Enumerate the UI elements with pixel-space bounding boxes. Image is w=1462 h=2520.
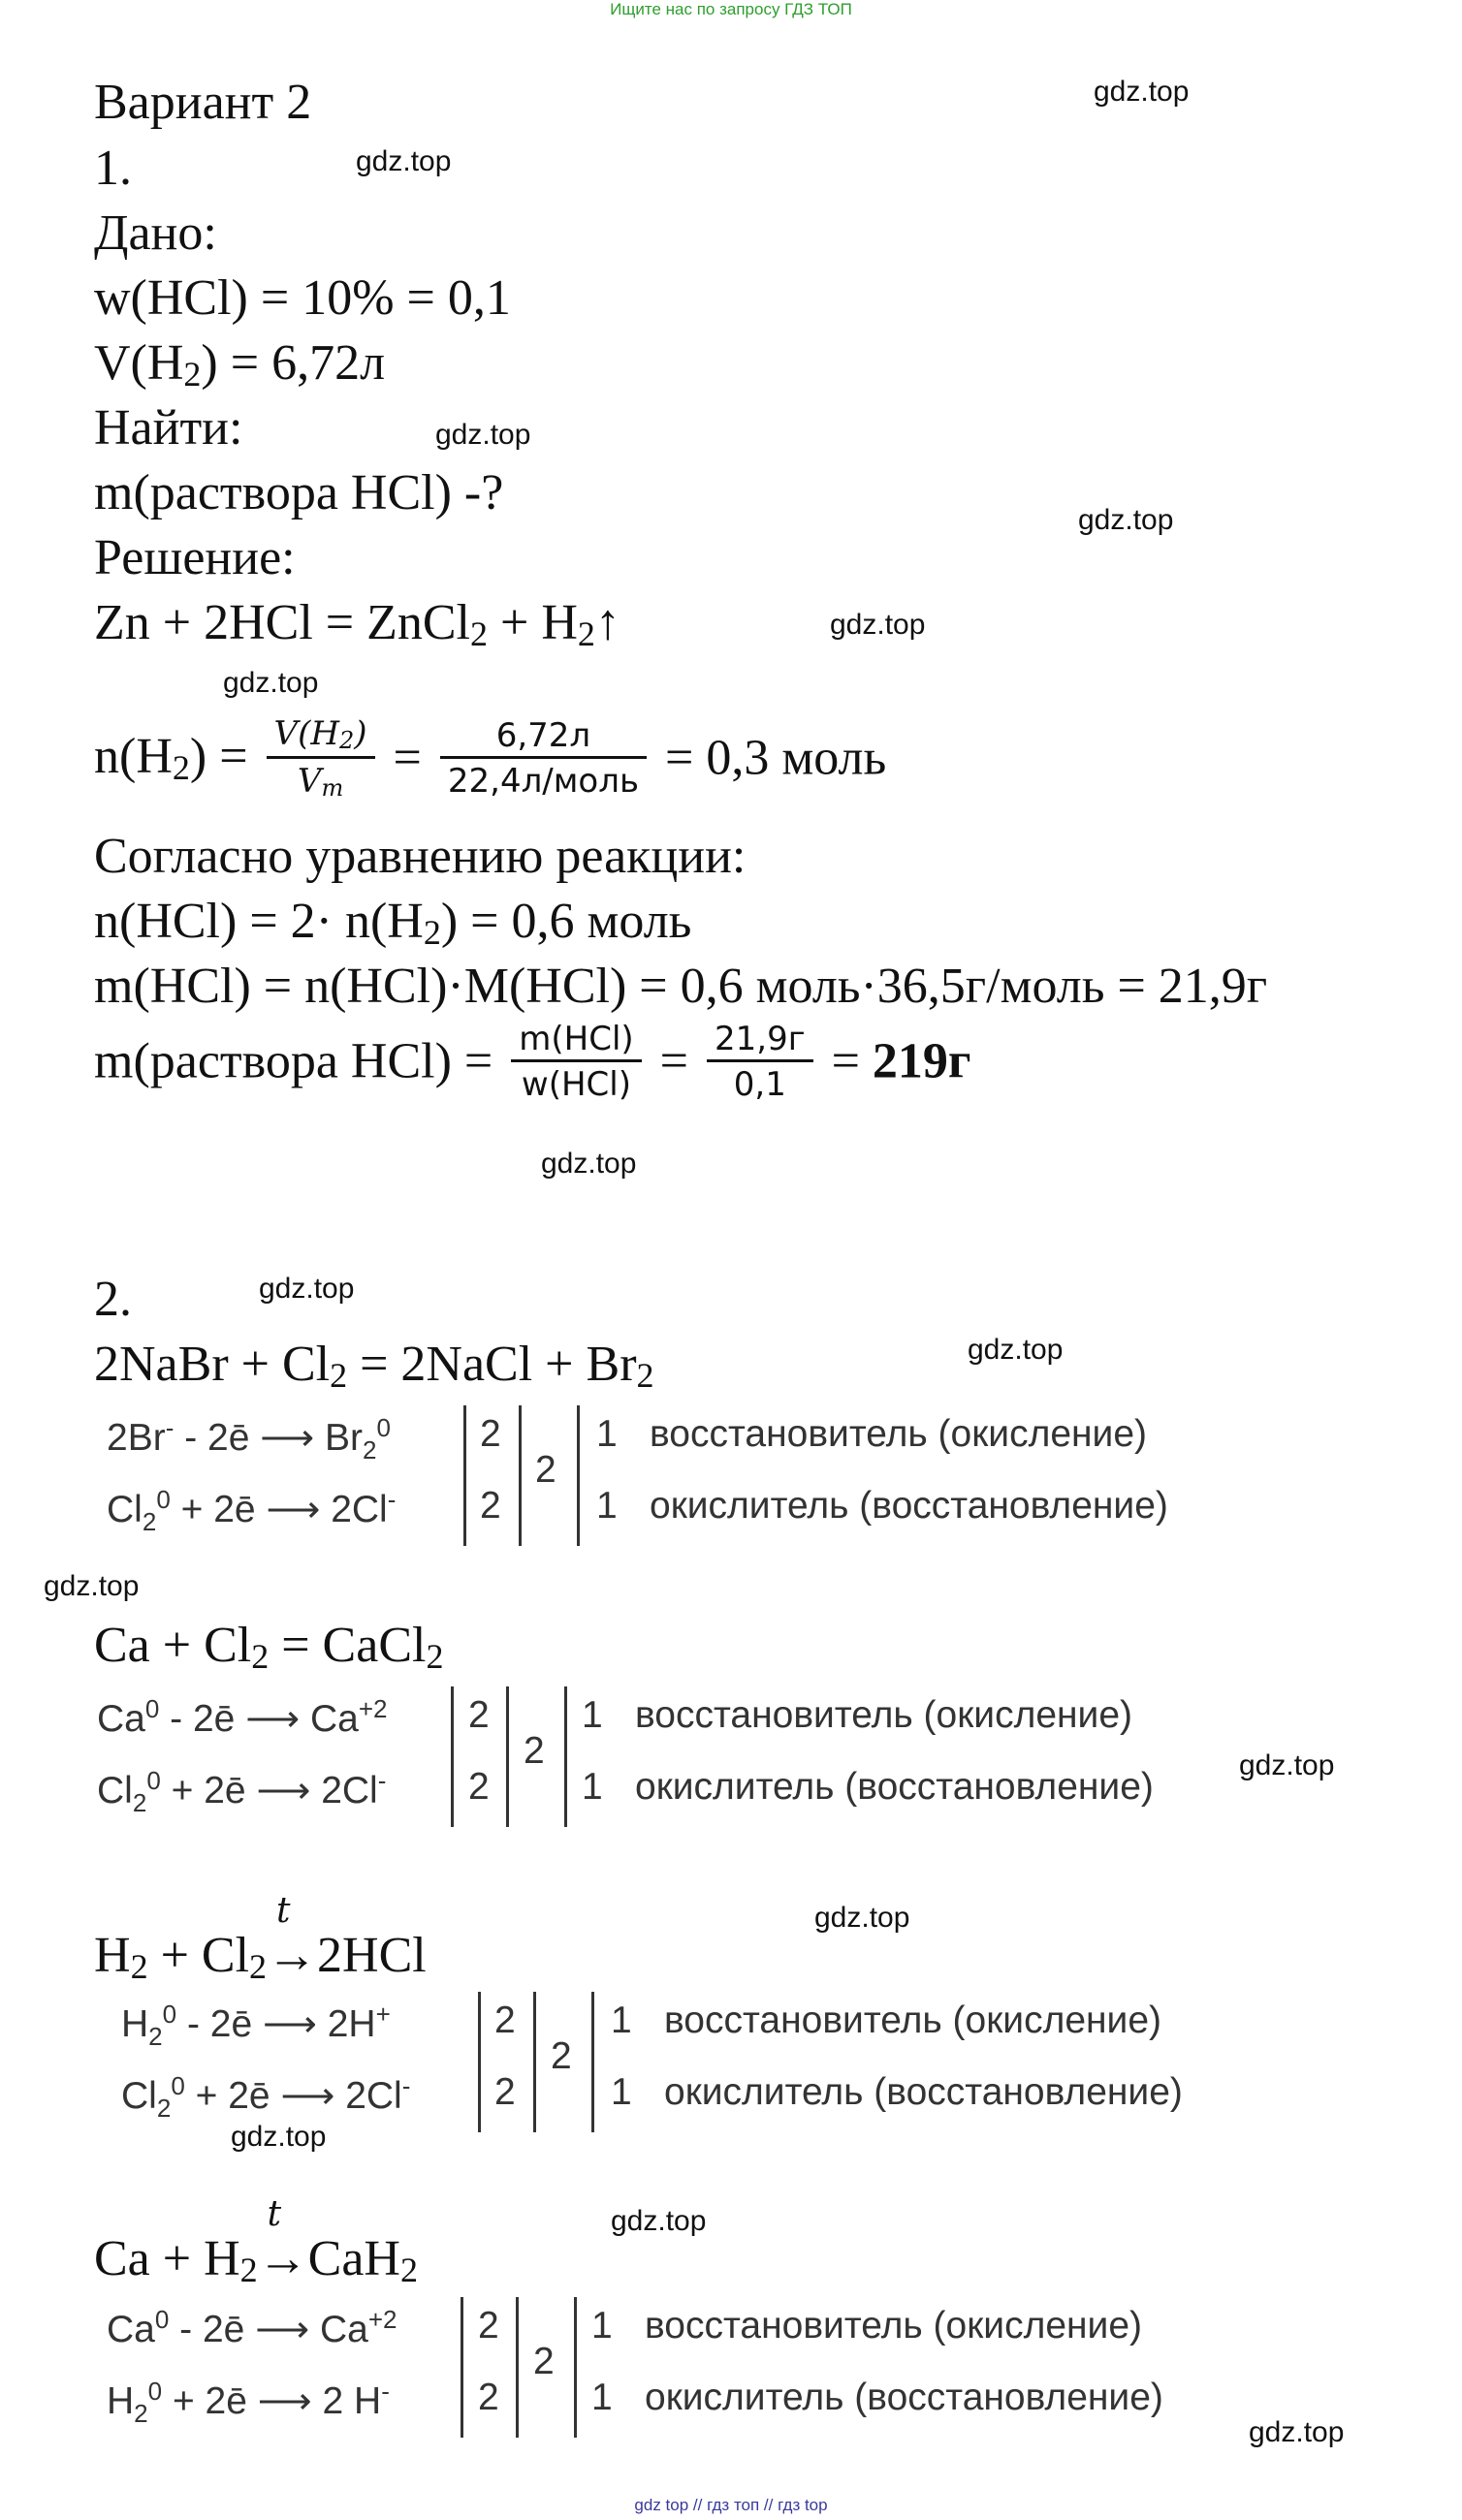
watermark: gdz.top <box>44 1570 140 1602</box>
fraction-numbers: $\frac{21,9г}{0,1}$ <box>707 1023 813 1101</box>
task1-number: 1. <box>94 141 132 196</box>
m-hcl-line: m(HCl) = n(HCl)·M(HCl) = 0,6 моль·36,5г/моль = 21,9г <box>94 959 1268 1014</box>
reaction-3-balance: $H_2^0$ - 2ē ⟶ 2H+ $Cl_2^0$ + 2ē ⟶ 2Cl- 2 2 2 1 1 восстановитель (окисление) окислитель (восстановление) <box>121 1992 1285 2132</box>
reaction-4-equation: $Ca + H_2$ t →CaH$_2$ <box>94 2194 418 2289</box>
watermark: gdz.top <box>968 1334 1064 1366</box>
final-answer: 219г <box>872 1033 971 1089</box>
condition-temperature: t <box>276 1891 291 1931</box>
reaction-equation: Zn + 2HCl = ZnCl$_2$ + $H_2↑$ <box>94 595 620 653</box>
watermark: gdz.top <box>435 419 531 451</box>
watermark: gdz.top <box>1239 1749 1335 1781</box>
top-banner: Ищите нас по запросу ГДЗ ТОП <box>610 0 852 18</box>
watermark: gdz.top <box>356 145 452 177</box>
watermark: gdz.top <box>1078 504 1174 536</box>
watermark: gdz.top <box>830 609 926 641</box>
reaction-1-equation: 2NaBr + $Cl_2$ = 2NaCl + $Br_2$ <box>94 1337 654 1395</box>
watermark: gdz.top <box>1094 76 1190 108</box>
reaction-1-balance: 2Br- - 2ē ⟶ $Br_2^0$ $Cl_2^0$ + 2ē ⟶ 2Cl- 2 2 2 1 1 восстановитель (окисление) окислитель (восстановление) <box>107 1405 1270 1546</box>
solution-label: Решение: <box>94 530 296 585</box>
watermark: gdz.top <box>1249 2416 1345 2448</box>
variant-title: Вариант 2 <box>94 75 312 130</box>
reaction-2-balance: Ca$^0$ - 2ē ⟶ $Ca^{+2}$ $Cl_2^0$ + 2ē ⟶ 2Cl- 2 2 2 1 1 восстановитель (окисление) окислитель (восстановление) <box>97 1686 1260 1827</box>
condition-temperature: t <box>267 2194 282 2234</box>
n-hcl-line: $n(HCl) = 2\cdot n(H_2) = 0,6$ моль <box>94 894 692 952</box>
bottom-banner: gdz top // гдз топ // гдз top <box>634 2496 828 2514</box>
given-volume: $V(H_2) = 6,72л$ <box>94 335 386 394</box>
watermark: gdz.top <box>231 2121 327 2153</box>
reaction-3-equation: $H_2 + Cl_2$ t →2HCl <box>94 1891 427 1986</box>
reaction-2-equation: $Ca + Cl_2$ = CaCl$_2$ <box>94 1618 444 1676</box>
given-label: Дано: <box>94 205 217 261</box>
given-mass-fraction: w(HCl) = 10% = 0,1 <box>94 270 511 326</box>
watermark: gdz.top <box>611 2205 707 2237</box>
fraction-values: $\frac{6,72л}{\text{22,4л/моль}}$ <box>440 719 647 798</box>
watermark: gdz.top <box>814 1902 910 1934</box>
reaction-4-balance: Ca$^0$ - 2ē ⟶ $Ca^{+2}$ $H_2^0$ + 2ē ⟶ 2 H- 2 2 2 1 1 восстановитель (окисление) окислитель (восстановление) <box>107 2297 1270 2438</box>
according-text: Согласно уравнению реакции: <box>94 829 747 884</box>
watermark: gdz.top <box>223 667 319 699</box>
watermark: gdz.top <box>259 1273 355 1305</box>
task2-number: 2. <box>94 1272 132 1327</box>
m-solution-formula: m(раствора HCl) = $\frac{\text{m(HCl)}}{\text{w(HCl)}}$ = $\frac{21,9г}{0,1}$ = 219г <box>94 1020 971 1104</box>
find-label: Найти: <box>94 400 243 456</box>
fraction-v-over-vm: $\frac{V(H_2)}{V_m}$ <box>267 717 375 800</box>
n-h2-formula: $n(H_2)$ = $\frac{V(H_2)}{V_m}$ = $\frac{6,72л}{\text{22,4л/моль}}$ = 0,3 моль <box>94 714 887 802</box>
fraction-m-over-w: $\frac{\text{m(HCl)}}{\text{w(HCl)}}$ <box>511 1023 641 1101</box>
watermark: gdz.top <box>541 1148 637 1180</box>
find-value: m(раствора HCl) -? <box>94 465 504 520</box>
